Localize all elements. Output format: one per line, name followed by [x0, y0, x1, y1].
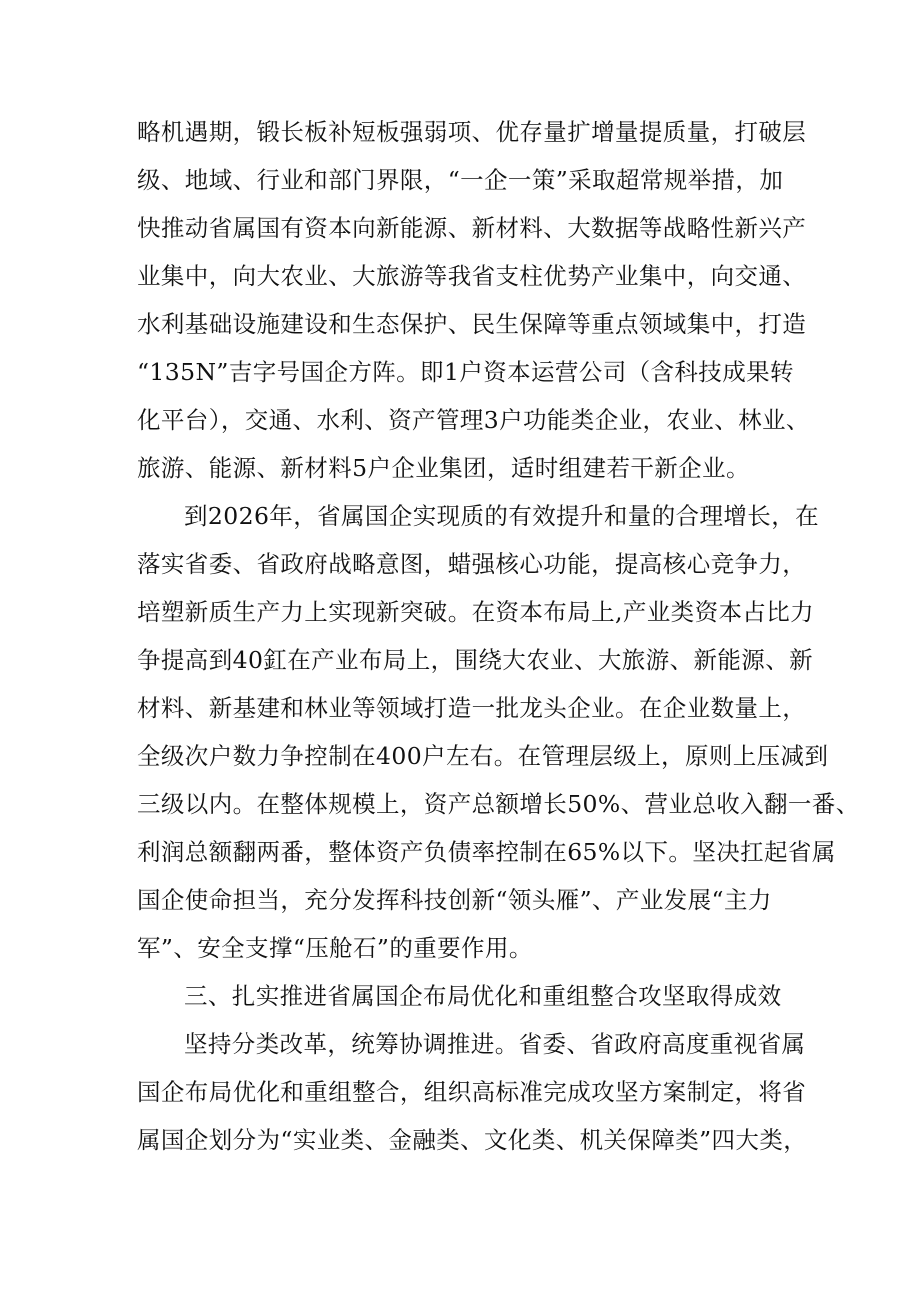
text-line: 属国企划分为“实业类、金融类、文化类、机关保障类”四大类，: [137, 1126, 808, 1154]
text-line: 三级以内。在整体规模上，资产总额增长50%、营业总收入翻一番、: [137, 790, 860, 818]
text-line: 争提高到40釭在产业布局上，围绕大农业、大旅游、新能源、新: [137, 646, 814, 674]
paragraph-2: [137, 492, 860, 972]
text-line: 全级次户数力争控制在400户左右。在管理层级上，原则上压减到: [137, 742, 829, 770]
text-line: 军”、安全支撑“压舱石”的重要作用。: [137, 934, 533, 962]
text-line: 业集中，向大农业、大旅游等我省支柱优势产业集中，向交通、: [137, 262, 807, 290]
paragraph-3: [137, 1020, 808, 1164]
text-line: 快推动省属国有资本向新能源、新材料、大数据等战略性新兴产: [137, 214, 807, 242]
text-line: 化平台），交通、水利、资产管理3户功能类企业，农业、林业、: [137, 406, 810, 434]
text-line: 材料、新基建和林业等领域打造一批龙头企业。在企业数量上，: [137, 694, 807, 722]
text-line: “135N”吉字号国企方阵。即1户资本运营公司（含科技成果转: [137, 358, 794, 386]
text-line: 国企使命担当，充分发挥科技创新“领头雁”、产业发展“主力: [137, 886, 772, 914]
text-line: 国企布局优化和重组整合，组织高标准完成攻坚方案制定，将省: [137, 1078, 807, 1106]
text-line: 略机遇期，锻长板补短板强弱项、优存量扩增量提质量，打破层: [137, 118, 807, 146]
text-line: 到2026年，省属国企实现质的有效提升和量的合理增长，在: [184, 502, 820, 530]
heading-line: 三、扎实推进省属国企布局优化和重组整合攻坚取得成效: [184, 982, 782, 1010]
text-line: 落实省委、省政府战略意图，蜡强核心功能，提高核心竞争力，: [137, 550, 807, 578]
document-body: [137, 108, 860, 1164]
text-line: 培塑新质生产力上实现新突破。在资本布局上,产业类资本占比力: [137, 598, 815, 626]
text-line: 利润总额翻两番，整体资产负债率控制在65%以下。坚决扛起省属: [137, 838, 836, 866]
text-line: 坚持分类改革，统筹协调推进。省委、省政府高度重视省属: [184, 1030, 806, 1058]
section-heading: [137, 972, 797, 1020]
text-line: 旅游、能源、新材料5户企业集团，适时组建若干新企业。: [137, 454, 750, 482]
paragraph-1: [137, 108, 810, 492]
text-line: 级、地域、行业和部门界限，“一企一策”采取超常规举措，加: [137, 166, 784, 194]
text-line: 水利基础设施建设和生态保护、民生保障等重点领域集中，打造: [137, 310, 807, 338]
